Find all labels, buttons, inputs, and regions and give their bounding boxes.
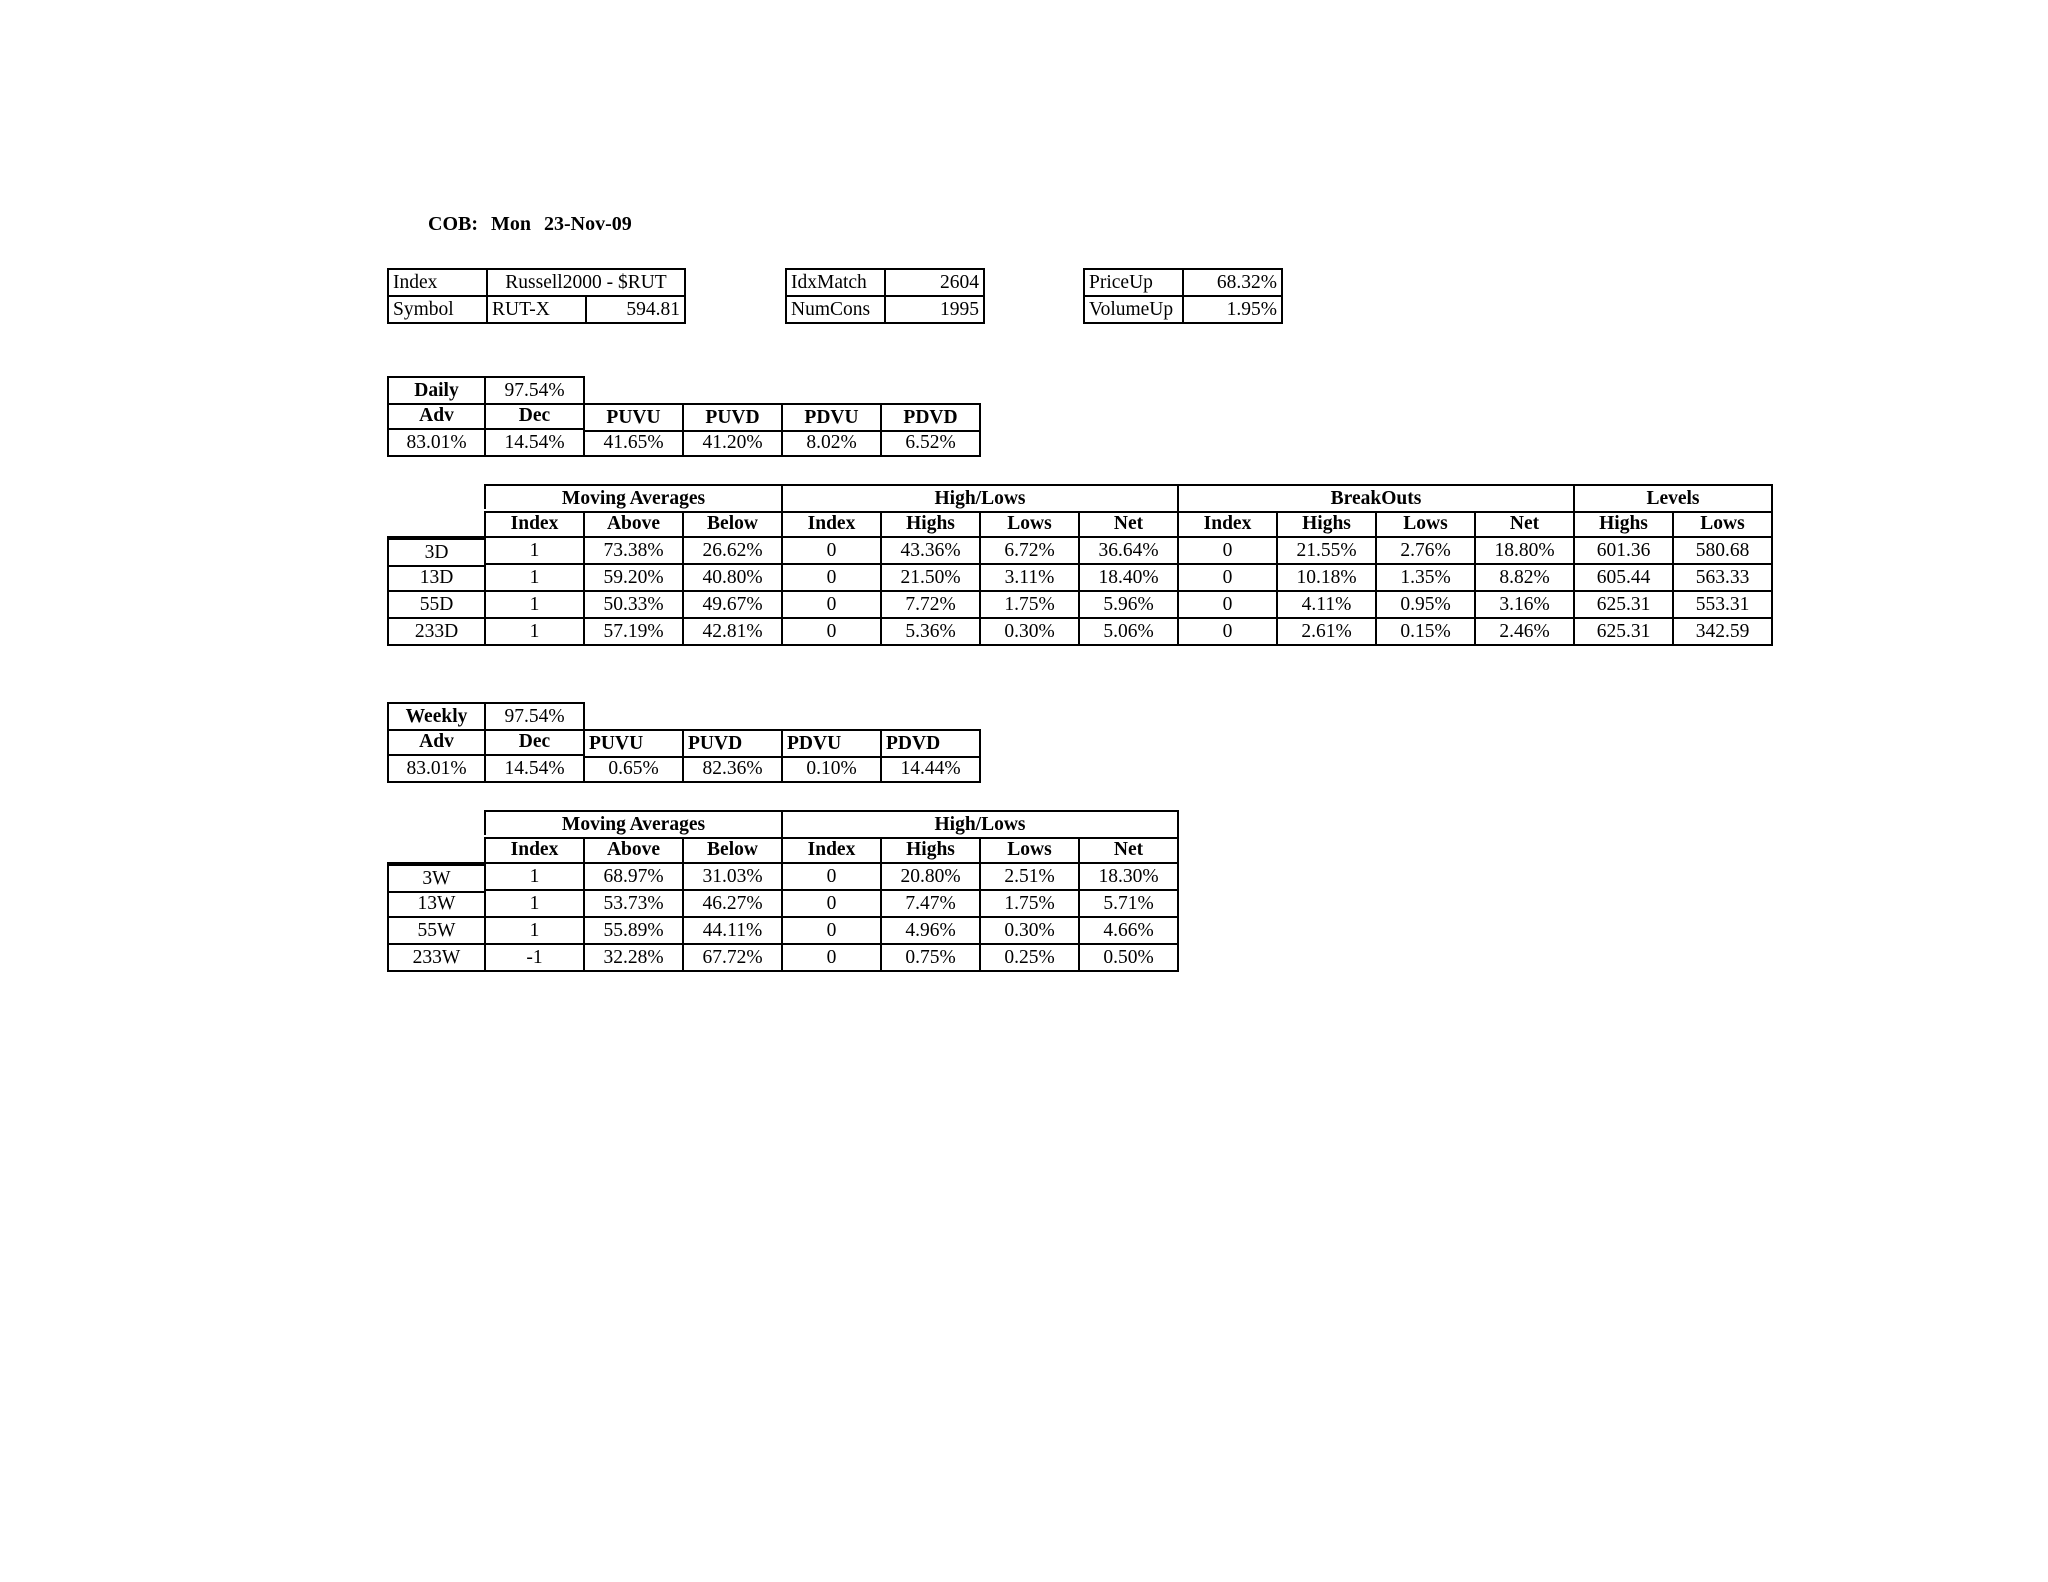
daily-value-adv: 83.01%	[387, 430, 486, 457]
weekly-value-pdvu: 0.10%	[783, 756, 882, 783]
table-cell: 2.61%	[1278, 619, 1377, 646]
header-hl-lows: Lows	[981, 511, 1080, 538]
table-cell: 6.72%	[981, 538, 1080, 565]
weekly-value-dec: 14.54%	[486, 756, 585, 783]
table-cell: 42.81%	[684, 619, 783, 646]
header-bo-net: Net	[1476, 511, 1575, 538]
weekly-value-adv: 83.01%	[387, 756, 486, 783]
table-cell: 0	[1179, 565, 1278, 592]
table-cell: 5.36%	[882, 619, 981, 646]
header-ma-index: Index	[486, 511, 585, 538]
idxmatch-value: 2604	[886, 270, 985, 297]
group-breakouts: BreakOuts	[1179, 484, 1575, 513]
index-label: Index	[389, 270, 488, 297]
table-row-label: 233D	[387, 619, 486, 646]
header-lv-highs: Highs	[1575, 511, 1674, 538]
numcons-label: NumCons	[787, 297, 886, 324]
weekly-header-ma-above: Above	[585, 837, 684, 864]
table-cell: 1	[486, 918, 585, 945]
table-cell: 0	[1179, 592, 1278, 619]
table-cell: -1	[486, 945, 585, 972]
table-cell: 4.96%	[882, 918, 981, 945]
table-cell: 18.80%	[1476, 538, 1575, 565]
weekly-value-pdvd: 14.44%	[882, 756, 981, 783]
table-cell: 8.82%	[1476, 565, 1575, 592]
table-cell: 0	[783, 945, 882, 972]
weekly-header-adv: Adv	[387, 729, 486, 756]
cob-date: 23-Nov-09	[544, 213, 632, 235]
table-cell: 21.55%	[1278, 538, 1377, 565]
cob-label: COB:	[428, 213, 478, 235]
weekly-header-ma-below: Below	[684, 837, 783, 864]
cob-header	[428, 213, 632, 236]
weekly-value-puvd: 82.36%	[684, 756, 783, 783]
table-cell: 5.06%	[1080, 619, 1179, 646]
weekly-group-moving-averages: Moving Averages	[486, 810, 783, 839]
header-lv-lows: Lows	[1674, 511, 1773, 538]
table-row-label: 55W	[387, 918, 486, 945]
table-row-label: 3D	[387, 538, 486, 567]
group-moving-averages: Moving Averages	[486, 484, 783, 513]
table-cell: 21.50%	[882, 565, 981, 592]
table-cell: 1.75%	[981, 592, 1080, 619]
table-cell: 4.11%	[1278, 592, 1377, 619]
match-box	[785, 268, 985, 324]
table-cell: 1	[486, 592, 585, 619]
table-cell: 0	[1179, 538, 1278, 565]
table-cell: 50.33%	[585, 592, 684, 619]
index-value: Russell2000 - $RUT	[488, 270, 686, 297]
table-row-label: 13W	[387, 891, 486, 918]
table-cell: 1	[486, 565, 585, 592]
table-cell: 625.31	[1575, 592, 1674, 619]
weekly-header-puvu: PUVU	[585, 729, 684, 758]
table-cell: 563.33	[1674, 565, 1773, 592]
table-cell: 32.28%	[585, 945, 684, 972]
idxmatch-label: IdxMatch	[787, 270, 886, 297]
table-cell: 18.40%	[1080, 565, 1179, 592]
weekly-breadth-table	[387, 702, 981, 783]
volumeup-value: 1.95%	[1184, 297, 1283, 324]
table-cell: 0	[1179, 619, 1278, 646]
weekly-header-hl-net: Net	[1080, 837, 1179, 864]
table-cell: 0	[783, 918, 882, 945]
table-cell: 2.46%	[1476, 619, 1575, 646]
weekly-header-hl-highs: Highs	[882, 837, 981, 864]
numcons-value: 1995	[886, 297, 985, 324]
table-cell: 2.76%	[1377, 538, 1476, 565]
up-box	[1083, 268, 1283, 324]
table-cell: 49.67%	[684, 592, 783, 619]
table-cell: 553.31	[1674, 592, 1773, 619]
header-bo-index: Index	[1179, 511, 1278, 538]
table-cell: 601.36	[1575, 538, 1674, 565]
table-cell: 57.19%	[585, 619, 684, 646]
table-cell: 44.11%	[684, 918, 783, 945]
table-cell: 0	[783, 891, 882, 918]
index-box	[387, 268, 686, 324]
daily-value-dec: 14.54%	[486, 430, 585, 457]
header-bo-highs: Highs	[1278, 511, 1377, 538]
table-cell: 0	[783, 592, 882, 619]
weekly-title: Weekly	[387, 702, 486, 731]
table-cell: 1.75%	[981, 891, 1080, 918]
header-hl-index: Index	[783, 511, 882, 538]
weekly-header-ma-index: Index	[486, 837, 585, 864]
table-cell: 40.80%	[684, 565, 783, 592]
daily-title-value: 97.54%	[486, 376, 585, 405]
symbol-label: Symbol	[389, 297, 488, 324]
header-hl-net: Net	[1080, 511, 1179, 538]
table-cell: 4.66%	[1080, 918, 1179, 945]
daily-value-pdvu: 8.02%	[783, 430, 882, 457]
daily-header-puvd: PUVD	[684, 403, 783, 432]
table-row-label: 13D	[387, 565, 486, 592]
daily-header-dec: Dec	[486, 403, 585, 430]
table-row-label: 55D	[387, 592, 486, 619]
table-cell: 18.30%	[1080, 864, 1179, 891]
table-cell: 26.62%	[684, 538, 783, 565]
table-cell: 7.72%	[882, 592, 981, 619]
priceup-label: PriceUp	[1085, 270, 1184, 297]
weekly-value-puvu: 0.65%	[585, 756, 684, 783]
weekly-group-high-lows: High/Lows	[783, 810, 1179, 839]
table-cell: 2.51%	[981, 864, 1080, 891]
symbol-value: RUT-X	[488, 297, 587, 324]
table-cell: 0.25%	[981, 945, 1080, 972]
table-cell: 0.15%	[1377, 619, 1476, 646]
table-cell: 580.68	[1674, 538, 1773, 565]
table-cell: 43.36%	[882, 538, 981, 565]
daily-header-pdvu: PDVU	[783, 403, 882, 432]
table-cell: 0.30%	[981, 619, 1080, 646]
table-row-label: 3W	[387, 864, 486, 893]
daily-value-puvu: 41.65%	[585, 430, 684, 457]
weekly-header-puvd: PUVD	[684, 729, 783, 758]
weekly-header-pdvd: PDVD	[882, 729, 981, 758]
table-cell: 5.71%	[1080, 891, 1179, 918]
table-cell: 31.03%	[684, 864, 783, 891]
header-ma-below: Below	[684, 511, 783, 538]
group-high-lows: High/Lows	[783, 484, 1179, 513]
priceup-value: 68.32%	[1184, 270, 1283, 297]
table-cell: 7.47%	[882, 891, 981, 918]
table-cell: 0.75%	[882, 945, 981, 972]
header-ma-above: Above	[585, 511, 684, 538]
weekly-header-hl-lows: Lows	[981, 837, 1080, 864]
weekly-header-hl-index: Index	[783, 837, 882, 864]
table-cell: 0.95%	[1377, 592, 1476, 619]
daily-header-puvu: PUVU	[585, 403, 684, 432]
daily-header-pdvd: PDVD	[882, 403, 981, 432]
daily-value-pdvd: 6.52%	[882, 430, 981, 457]
table-cell: 342.59	[1674, 619, 1773, 646]
table-cell: 36.64%	[1080, 538, 1179, 565]
table-cell: 59.20%	[585, 565, 684, 592]
table-cell: 1.35%	[1377, 565, 1476, 592]
daily-value-puvd: 41.20%	[684, 430, 783, 457]
header-hl-highs: Highs	[882, 511, 981, 538]
table-cell: 1	[486, 538, 585, 565]
table-cell: 1	[486, 891, 585, 918]
table-cell: 55.89%	[585, 918, 684, 945]
table-cell: 20.80%	[882, 864, 981, 891]
table-cell: 0.50%	[1080, 945, 1179, 972]
weekly-header-dec: Dec	[486, 729, 585, 756]
daily-main-table	[387, 484, 1773, 646]
weekly-title-value: 97.54%	[486, 702, 585, 731]
table-cell: 0	[783, 565, 882, 592]
table-cell: 53.73%	[585, 891, 684, 918]
table-cell: 1	[486, 864, 585, 891]
header-bo-lows: Lows	[1377, 511, 1476, 538]
group-levels: Levels	[1575, 484, 1773, 513]
table-cell: 0	[783, 864, 882, 891]
cob-day: Mon	[491, 213, 531, 235]
table-cell: 625.31	[1575, 619, 1674, 646]
table-cell: 46.27%	[684, 891, 783, 918]
table-cell: 605.44	[1575, 565, 1674, 592]
weekly-main-table	[387, 810, 1179, 972]
table-cell: 0	[783, 538, 882, 565]
daily-breadth-table	[387, 376, 981, 457]
table-cell: 67.72%	[684, 945, 783, 972]
table-cell: 3.11%	[981, 565, 1080, 592]
table-cell: 0.30%	[981, 918, 1080, 945]
table-cell: 68.97%	[585, 864, 684, 891]
volumeup-label: VolumeUp	[1085, 297, 1184, 324]
table-cell: 5.96%	[1080, 592, 1179, 619]
daily-title: Daily	[387, 376, 486, 405]
last-price: 594.81	[587, 297, 686, 324]
table-cell: 10.18%	[1278, 565, 1377, 592]
table-cell: 73.38%	[585, 538, 684, 565]
daily-header-adv: Adv	[387, 403, 486, 430]
table-cell: 1	[486, 619, 585, 646]
table-row-label: 233W	[387, 945, 486, 972]
weekly-header-pdvu: PDVU	[783, 729, 882, 758]
table-cell: 0	[783, 619, 882, 646]
table-cell: 3.16%	[1476, 592, 1575, 619]
